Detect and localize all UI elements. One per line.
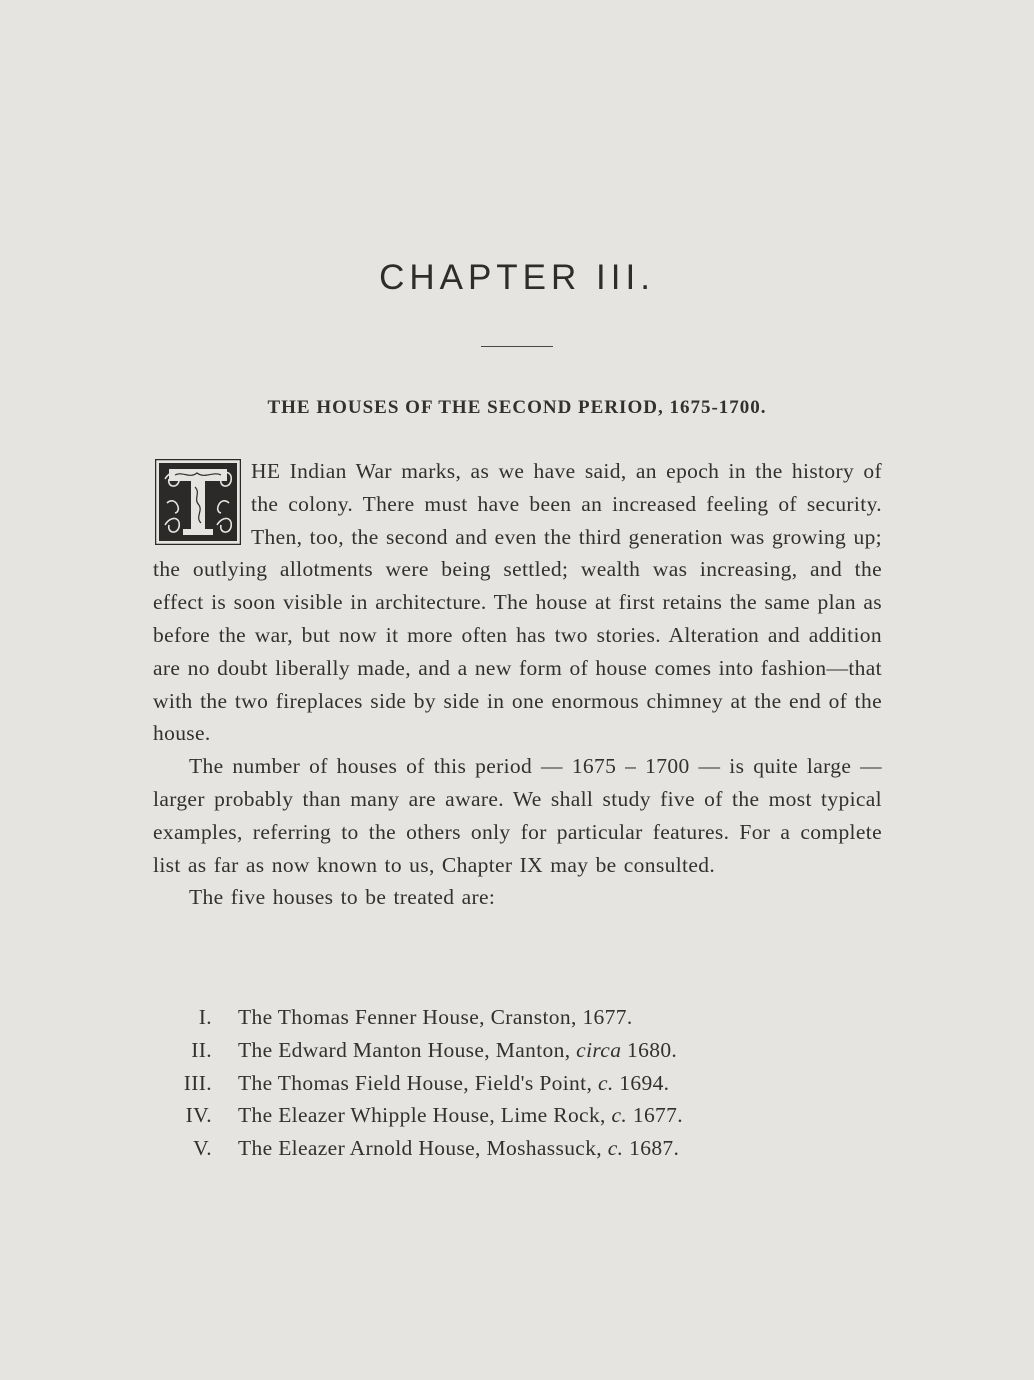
list-item-numeral: V. [193, 1136, 212, 1161]
list-item-date: 1677. [627, 1103, 683, 1128]
list-item-name: The Eleazer Whipple House, Lime Rock, [238, 1103, 612, 1128]
list-item-circa: c. [597, 1070, 614, 1095]
list-item-circa: c. [607, 1136, 624, 1161]
list-item-name: The Edward Manton House, Manton, [238, 1037, 577, 1062]
list-item-text [238, 1103, 683, 1127]
list-item [170, 1132, 890, 1165]
section-heading: THE HOUSES OF THE SECOND PERIOD, 1675-1700. [267, 397, 767, 418]
list-item-date: 1680. [621, 1037, 678, 1062]
list-item-circa: circa [576, 1037, 622, 1062]
list-item-text [238, 1038, 677, 1062]
houses-list [170, 1001, 890, 1165]
list-item-text [238, 1071, 669, 1095]
list-item-numeral: I. [198, 1005, 212, 1029]
paragraph-2: The number of houses of this period — 1675 – 1700 — is quite large — larger probably than many are aware. We shall study five of the most typical examples, referring to the others only for particular features. For a complete list as far as now known to us, Chapter IX may be consulted. [153, 754, 882, 877]
paragraph-1 [153, 455, 882, 750]
list-item-date: 1687. [623, 1136, 680, 1161]
ornamental-initial-t-icon [155, 459, 241, 545]
chapter-title: CHAPTER III. [379, 258, 655, 297]
paragraph-1-text: HE Indian War marks, as we have said, an epoch in the history of the colony. There must have been an increased feeling of security. Then, too, the second and even the third generation was growing up; the outlying allotments were being settled; wealth was increasing, and the effect is soon visible in architecture. The house at first retains the same plan as before the war, but now it more often has two stories. Alteration and addition are no doubt liberally made, and a new form of house comes into fashion—that with the two fireplaces side by side in one enormous chimney at the end of the house. [153, 459, 882, 746]
list-item-name: The Eleazer Arnold House, Moshassuck, [238, 1136, 608, 1161]
list-item-numeral: II. [191, 1037, 212, 1062]
body-text [153, 455, 882, 914]
list-item-circa: c. [611, 1103, 628, 1128]
title-rule [481, 346, 553, 347]
list-item [170, 1067, 890, 1100]
list-item-date: 1694. [613, 1070, 670, 1095]
list-item-name: The Thomas Fenner House, Cranston, [238, 1005, 583, 1029]
list-item-numeral: III. [183, 1070, 212, 1095]
list-item [170, 1001, 890, 1034]
list-item-name: The Thomas Field House, Field's Point, [238, 1070, 598, 1095]
list-item-date: 1677. [582, 1005, 633, 1029]
paragraph-3: The five houses to be treated are: [189, 885, 496, 910]
list-item-text [238, 1005, 633, 1029]
list-item [170, 1099, 890, 1132]
list-item-text [238, 1136, 679, 1160]
list-item [170, 1034, 890, 1067]
list-item-numeral: IV. [185, 1103, 212, 1128]
